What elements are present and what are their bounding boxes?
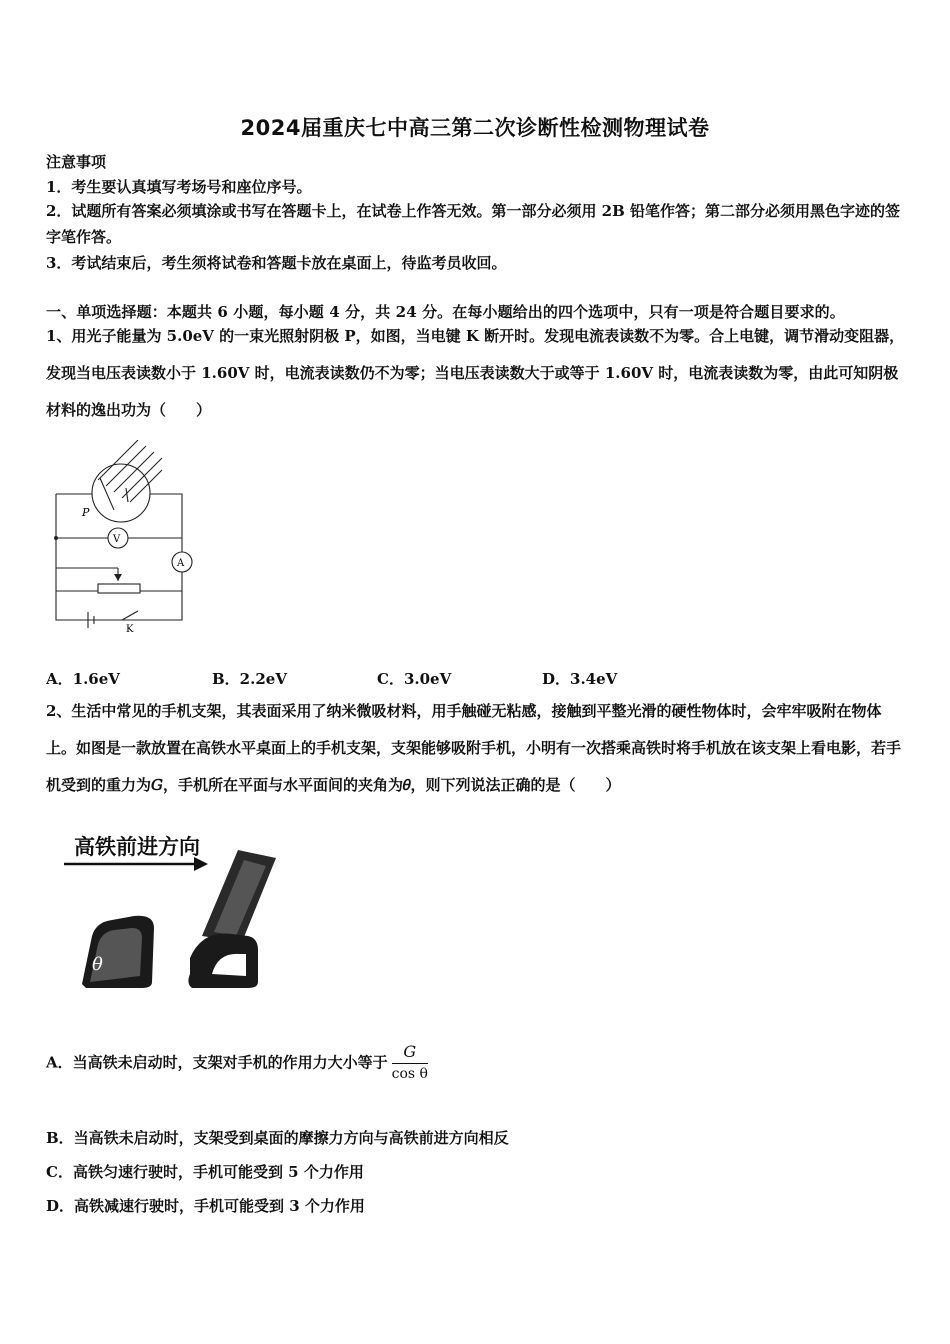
q2-option-a-text: A．当高铁未启动时，支架对手机的作用力大小等于	[46, 1053, 388, 1072]
question-2-stem: 2、生活中常见的手机支架，其表面采用了纳米微吸材料，用手触碰无粘感，接触到平整光滑的硬性物体时，会牢牢吸附在物体上。如图是一款放置在高铁水平桌面上的手机支架，支架能够吸附手机，小明有一次搭乘高铁时将手机放在该支架上看电影，若手机受到的重力为𝐺，手机所在平面与水平面间的夹角为𝜃，则下列说法正确的是（ ）	[46, 702, 902, 794]
voltmeter-label: V	[113, 534, 121, 545]
q1-option-b: B．2.2eV	[212, 670, 287, 688]
photoelectric-circuit-figure	[48, 440, 198, 635]
phone-holder-figure	[62, 824, 282, 994]
notice-heading: 注意事项	[46, 153, 107, 171]
section-header: 一、单项选择题：本题共 6 小题，每小题 4 分，共 24 分。在每小题给出的四个选项中，只有一项是符合题目要求的。	[46, 303, 845, 321]
q1-option-c: C．3.0eV	[377, 670, 452, 688]
q2-option-a	[46, 1042, 428, 1082]
g-over-cos-theta-fraction	[392, 1042, 428, 1082]
q2-option-b: B．当高铁未启动时，支架受到桌面的摩擦力方向与高铁前进方向相反	[46, 1129, 509, 1147]
cathode-label: P	[82, 506, 90, 519]
q2-option-d: D．高铁减速行驶时，手机可能受到 3 个力作用	[46, 1197, 365, 1215]
angle-label: θ	[92, 954, 103, 975]
question-1-stem: 1、用光子能量为 5.0eV 的一束光照射阴极 P，如图，当电键 K 断开时。发现电流表读数不为零。合上电键，调节滑动变阻器，发现当电压表读数小于 1.60V 时，电流表读数仍不为零；当电压表读数大于或等于 1.60V 时，电流表读数为零，由此可知阴极材料的逸出功为（ ）	[46, 327, 905, 419]
ammeter-label: A	[177, 558, 185, 569]
q2-option-c: C．高铁匀速行驶时，手机可能受到 5 个力作用	[46, 1163, 364, 1181]
notice-item-1: 1．考生要认真填写考场号和座位序号。	[46, 178, 312, 196]
switch-label: K	[126, 624, 134, 635]
notice-item-3: 3．考试结束后，考生须将试卷和答题卡放在桌面上，待监考员收回。	[46, 254, 507, 272]
train-direction-label: 高铁前进方向	[74, 835, 200, 859]
notice-item-2: 2．试题所有答案必须填涂或书写在答题卡上，在试卷上作答无效。第一部分必须用 2B 铅笔作答；第二部分必须用黑色字迹的签字笔作答。	[46, 202, 901, 246]
fraction-numerator: G	[392, 1042, 428, 1064]
q1-option-a: A．1.6eV	[46, 670, 120, 688]
fraction-denominator: cos θ	[391, 1066, 428, 1082]
q1-option-d: D．3.4eV	[542, 670, 618, 688]
page-title: 2024届重庆七中高三第二次诊断性检测物理试卷	[240, 116, 710, 140]
